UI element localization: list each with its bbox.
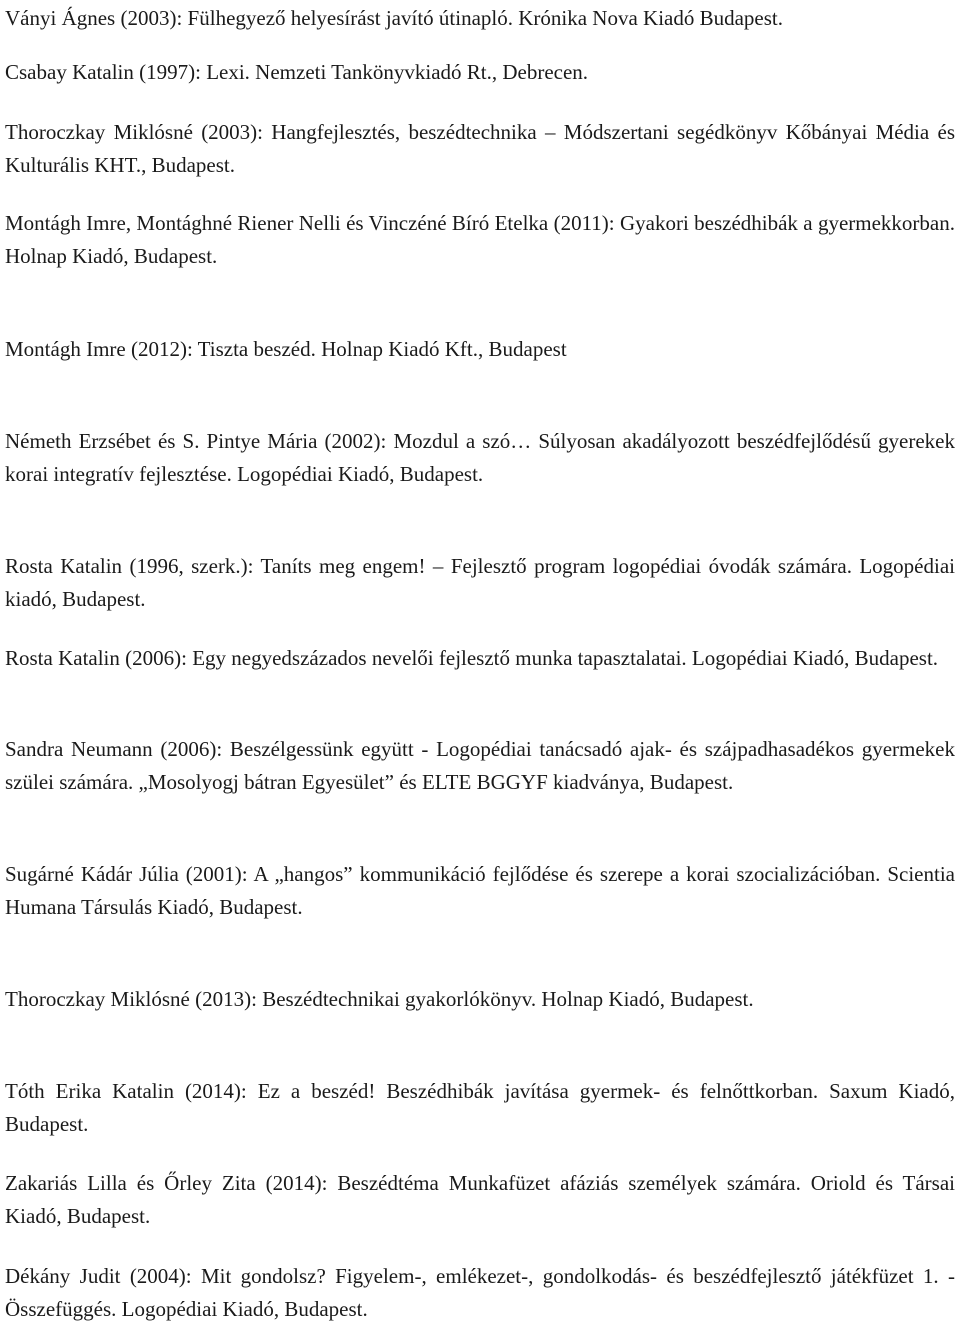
reference-entry: Németh Erzsébet és S. Pintye Mária (2002): Mozdul a szó… Súlyosan akadályozott beszédfejlődésű gyerekek korai integratív fejlesztése. Logopédiai Kiadó, Budapest. (5, 429, 955, 486)
reference-entry: Montágh Imre (2012): Tiszta beszéd. Holnap Kiadó Kft., Budapest (5, 337, 567, 361)
reference-entry: Tóth Erika Katalin (2014): Ez a beszéd! Beszédhibák javítása gyermek- és felnőttkorban. Saxum Kiadó, Budapest. (5, 1079, 955, 1136)
reference-entry: Zakariás Lilla és Őrley Zita (2014): Beszédtéma Munkafüzet afáziás személyek számára. Oriold és Társai Kiadó, Budapest. (5, 1171, 955, 1228)
reference-entry: Dékány Judit (2004): Mit gondolsz? Figyelem-, emlékezet-, gondolkodás- és beszédfejlesztő játékfüzet 1. - Összefüggés. Logopédiai Kiadó, Budapest. (5, 1264, 955, 1321)
reference-entry: Montágh Imre, Montághné Riener Nelli és Vinczéné Bíró Etelka (2011): Gyakori beszédhibák a gyermekkorban. Holnap Kiadó, Budapest. (5, 211, 955, 268)
reference-entry: Thoroczkay Miklósné (2013): Beszédtechnikai gyakorlókönyv. Holnap Kiadó, Budapest. (5, 987, 754, 1011)
reference-entry: Sugárné Kádár Júlia (2001): A „hangos” kommunikáció fejlődése és szerepe a korai szocializációban. Scientia Humana Társulás Kiadó, Budapest. (5, 862, 955, 919)
reference-entry: Thoroczkay Miklósné (2003): Hangfejlesztés, beszédtechnika – Módszertani segédkönyv Kőbányai Média és Kulturális KHT., Budapest. (5, 120, 955, 177)
reference-entry: Rosta Katalin (1996, szerk.): Taníts meg engem! – Fejlesztő program logopédiai óvodák számára. Logopédiai kiadó, Budapest. (5, 554, 955, 611)
reference-entry: Sandra Neumann (2006): Beszélgessünk együtt - Logopédiai tanácsadó ajak- és szájpadhasadékos gyermekek szülei számára. „Mosolyogj bátran Egyesület” és ELTE BGGYF kiadványa, Budapest. (5, 737, 955, 794)
reference-entry: Rosta Katalin (2006): Egy negyedszázados nevelői fejlesztő munka tapasztalatai. Logopédiai Kiadó, Budapest. (5, 646, 939, 670)
reference-entry: Ványi Ágnes (2003): Fülhegyező helyesírást javító útinapló. Krónika Nova Kiadó Budapest. (5, 6, 784, 30)
reference-entry: Csabay Katalin (1997): Lexi. Nemzeti Tankönyvkiadó Rt., Debrecen. (5, 60, 589, 84)
